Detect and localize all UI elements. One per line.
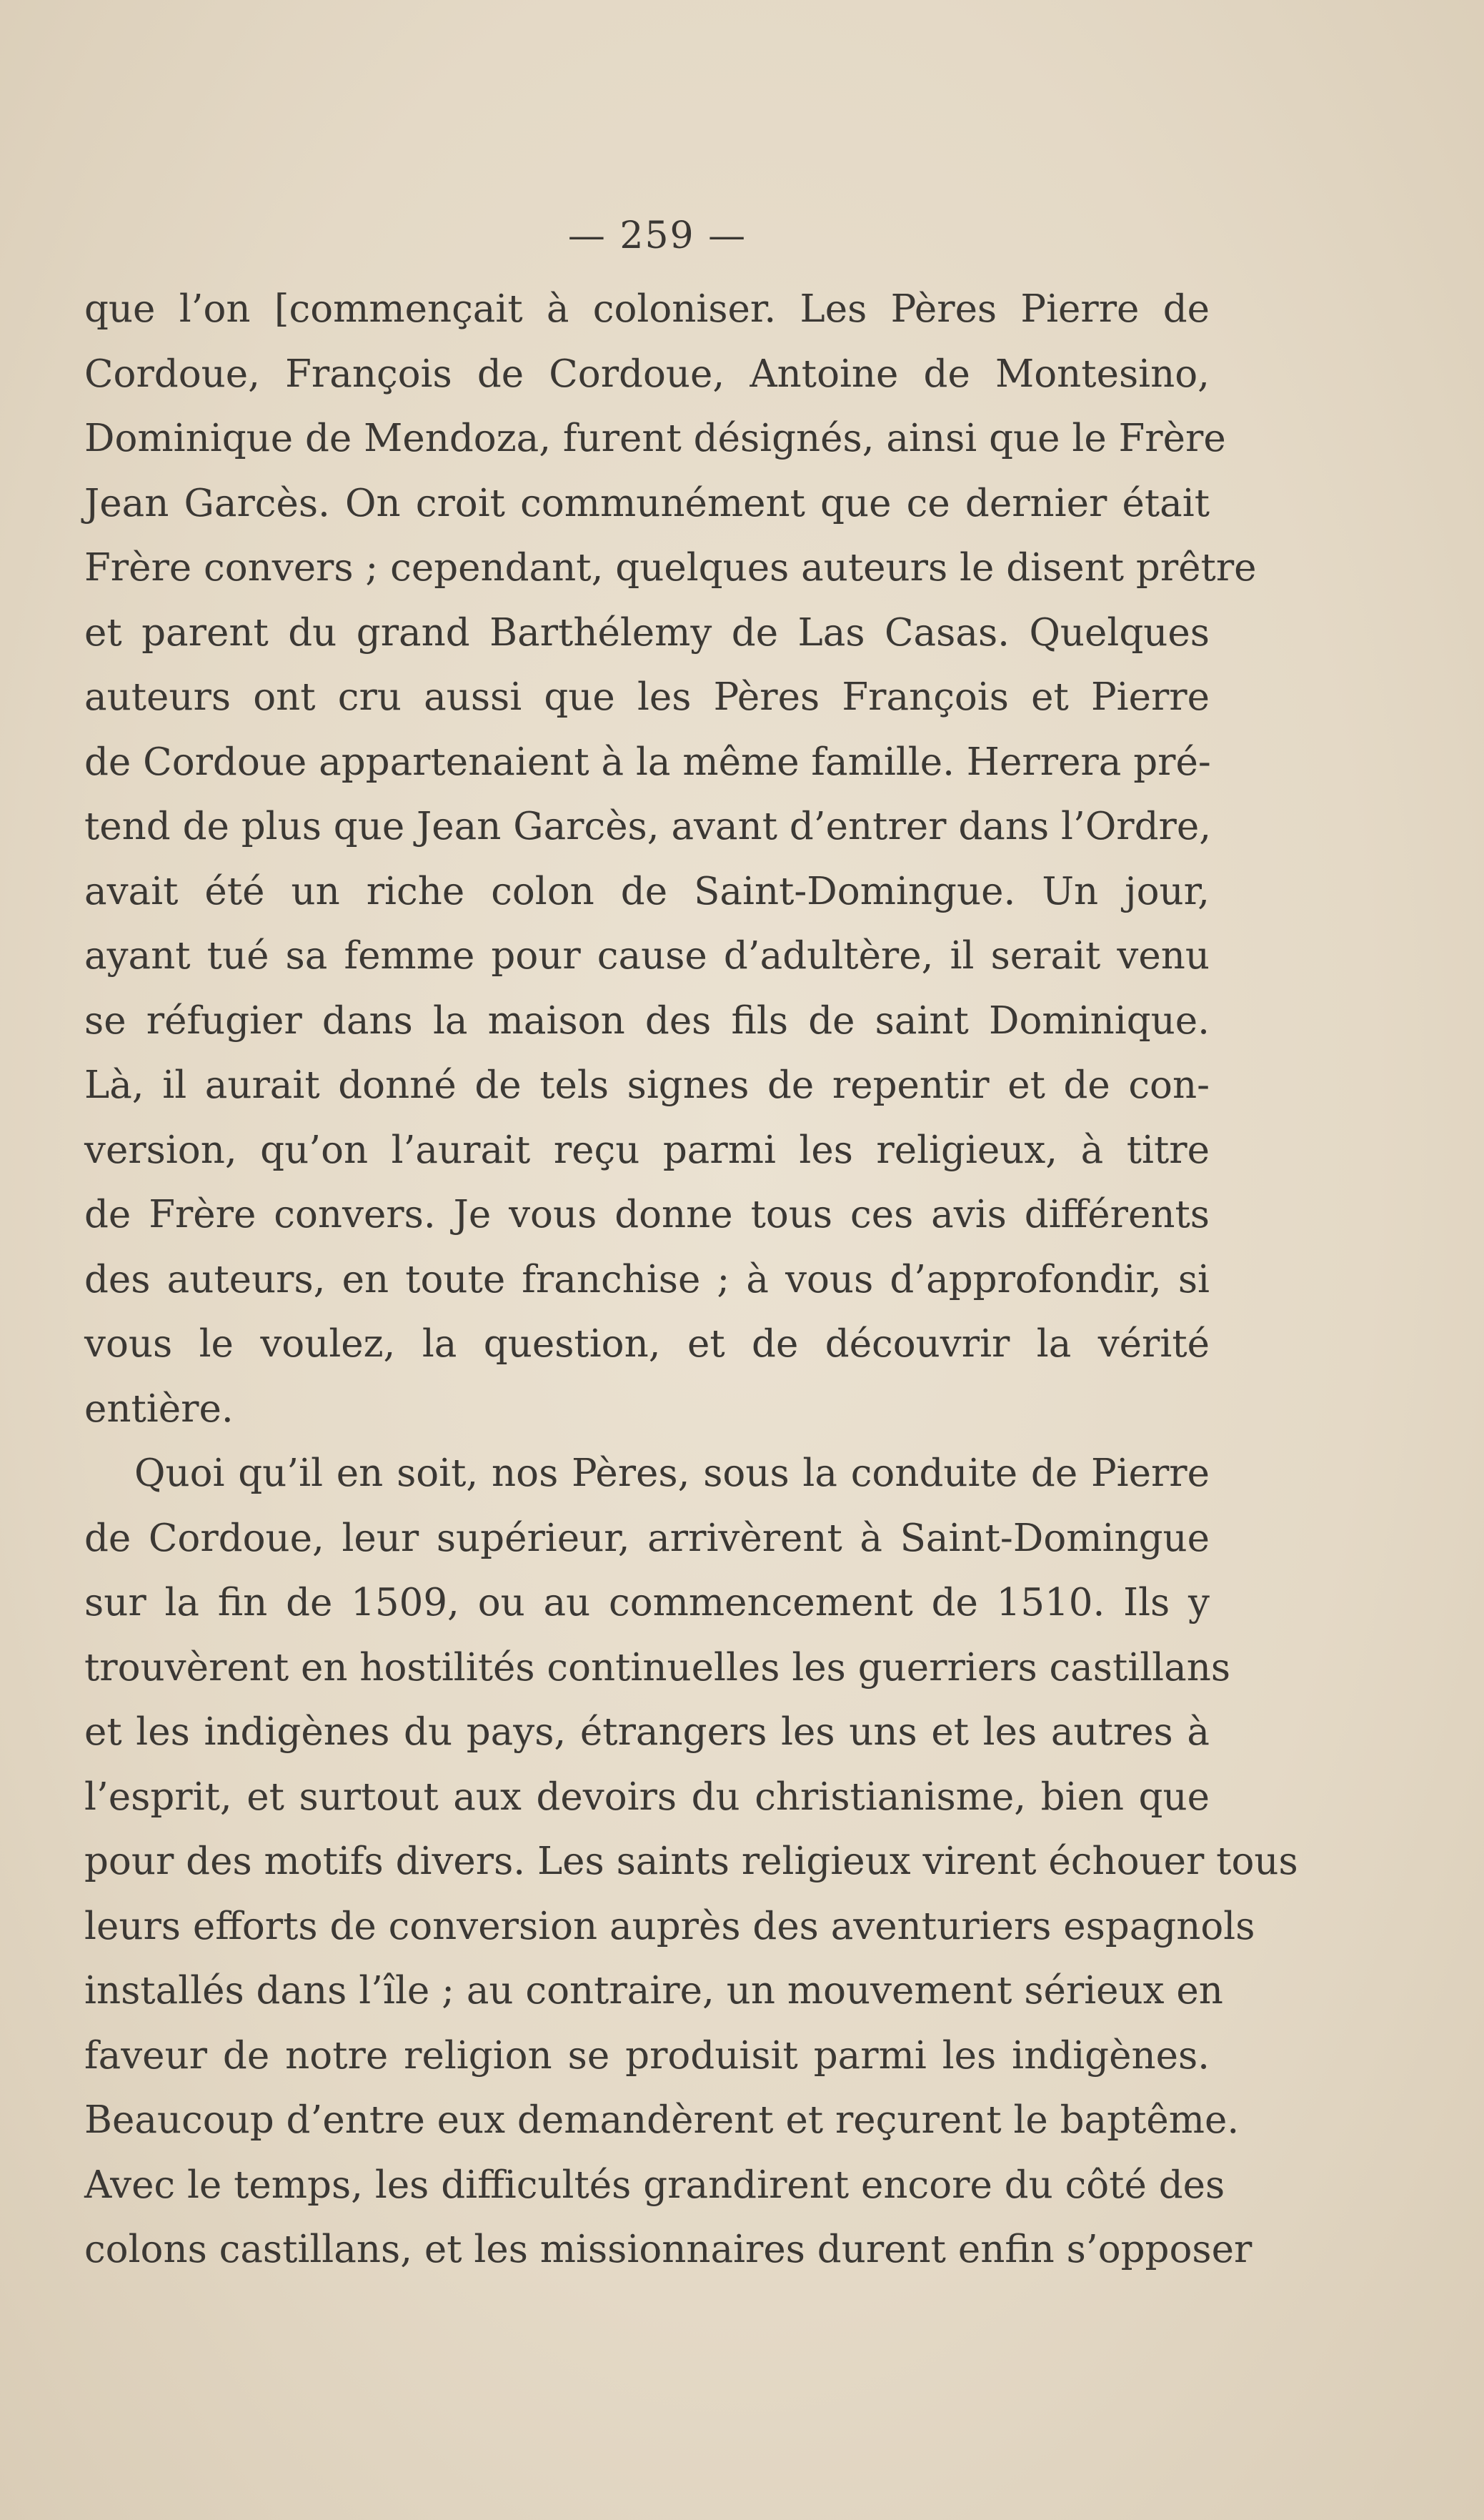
text-line: auteurs ont cru aussi que les Pères François et Pierre — [84, 675, 1210, 719]
text-line: colons castillans, et les missionnaires durent enfin s’opposer — [84, 2228, 1253, 2271]
text-line: de Frère convers. Je vous donne tous ces avis différents — [84, 1193, 1210, 1236]
body-text — [84, 277, 1298, 2283]
paragraph-1 — [84, 277, 1257, 1442]
text-line: Avec le temps, les difficultés grandirent encore du côté des — [84, 2163, 1225, 2207]
text-line: version, qu’on l’aurait reçu parmi les religieux, à titre — [84, 1128, 1210, 1172]
text-line: de Cordoue appartenaient à la même famille. Herrera pré- — [84, 740, 1211, 784]
text-line: sur la fin de 1509, ou au commencement de 1510. Ils y — [84, 1581, 1210, 1624]
text-line: leurs efforts de conversion auprès des aventuriers espagnols — [84, 1904, 1255, 1948]
text-line: se réfugier dans la maison des fils de saint Dominique. — [84, 998, 1210, 1043]
page-number: — 259 — — [567, 214, 747, 257]
text-line: et parent du grand Barthélemy de Las Casas. Quelques — [84, 610, 1210, 655]
text-line: pour des motifs divers. Les saints religieux virent échouer tous — [84, 1840, 1298, 1883]
text-line: Dominique de Mendoza, furent désignés, ainsi que le Frère — [84, 417, 1226, 460]
text-line: l’esprit, et surtout aux devoirs du christianisme, bien que — [84, 1775, 1210, 1819]
text-line: trouvèrent en hostilités continuelles les guerriers castillans — [84, 1645, 1231, 1690]
text-line: ayant tué sa femme pour cause d’adultère, il serait venu — [84, 934, 1210, 978]
text-line: Jean Garcès. On croit communément que ce dernier était — [84, 481, 1210, 525]
text-line: Frère convers ; cependant, quelques auteurs le disent prêtre — [84, 546, 1257, 590]
text-line: vous le voulez, la question, et de découvrir la vérité — [84, 1322, 1210, 1366]
text-line: Là, il aurait donné de tels signes de repentir et de con- — [84, 1063, 1210, 1107]
text-line: que l’on [commençait à coloniser. Les Pères Pierre de — [84, 287, 1210, 331]
text-line: avait été un riche colon de Saint-Domingue. Un jour, — [84, 869, 1210, 913]
text-line: entière. — [84, 1387, 234, 1431]
paragraph-2 — [84, 1442, 1298, 2283]
text-line: Cordoue, François de Cordoue, Antoine de Montesino, — [84, 352, 1210, 396]
text-line: des auteurs, en toute franchise ; à vous d’approfondir, si — [84, 1257, 1210, 1301]
text-line: installés dans l’île ; au contraire, un mouvement sérieux en — [84, 1969, 1223, 2013]
text-line: faveur de notre religion se produisit parmi les indigènes. — [84, 2033, 1210, 2078]
text-line: tend de plus que Jean Garcès, avant d’entrer dans l’Ordre, — [84, 805, 1212, 848]
text-line: Beaucoup d’entre eux demandèrent et reçurent le baptême. — [84, 2098, 1240, 2142]
text-line: Quoi qu’il en soit, nos Pères, sous la conduite de Pierre — [134, 1452, 1210, 1495]
text-line: de Cordoue, leur supérieur, arrivèrent à Saint-Domingue — [84, 1516, 1210, 1560]
text-line: et les indigènes du pays, étrangers les uns et les autres à — [84, 1710, 1210, 1754]
